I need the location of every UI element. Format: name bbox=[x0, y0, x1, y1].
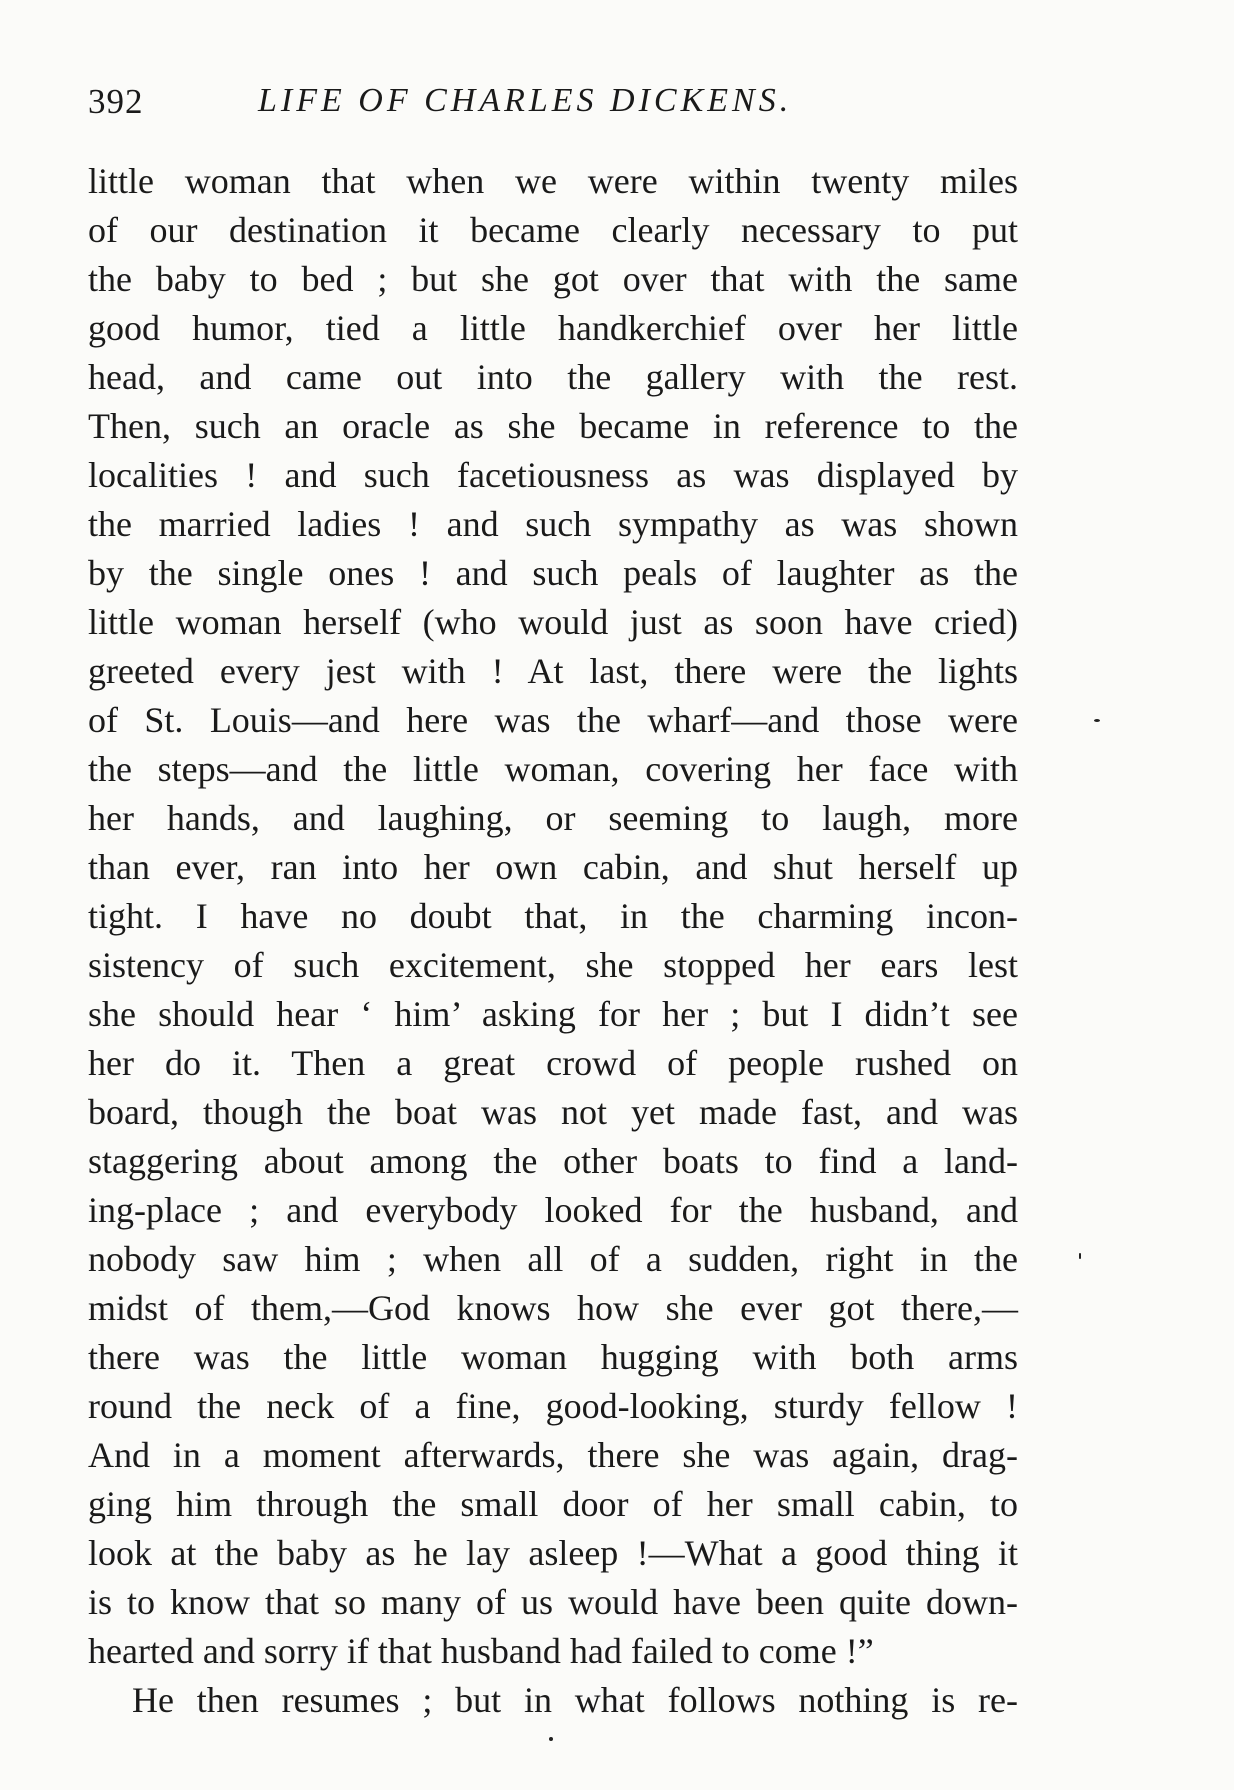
body-text bbox=[88, 157, 1018, 1725]
text-line: board, though the boat was not yet made fast, and was bbox=[88, 1092, 1018, 1132]
text-line: there was the little woman hugging with both arms bbox=[88, 1337, 1018, 1377]
text-line: Then, such an oracle as she became in reference to the bbox=[88, 406, 1018, 446]
text-line: little woman herself (who would just as soon have cried) bbox=[88, 602, 1018, 642]
text-line: round the neck of a fine, good-looking, sturdy fellow ! bbox=[88, 1386, 1018, 1426]
text-line: the married ladies ! and such sympathy as was shown bbox=[88, 504, 1018, 544]
text-line: of St. Louis—and here was the wharf—and those were bbox=[88, 700, 1018, 740]
text-line: ing-place ; and everybody looked for the husband, and bbox=[88, 1190, 1018, 1230]
text-line: of our destination it became clearly necessary to put bbox=[88, 210, 1018, 250]
paragraph-end-line: hearted and sorry if that husband had failed to come !” bbox=[88, 1631, 874, 1671]
print-speck bbox=[1094, 719, 1100, 722]
paragraph-start-line: He then resumes ; but in what follows nothing is re- bbox=[132, 1680, 1018, 1720]
text-line: than ever, ran into her own cabin, and shut herself up bbox=[88, 847, 1018, 887]
text-line: her hands, and laughing, or seeming to laugh, more bbox=[88, 798, 1018, 838]
text-line: by the single ones ! and such peals of laughter as the bbox=[88, 553, 1018, 593]
text-line: the baby to bed ; but she got over that with the same bbox=[88, 259, 1018, 299]
text-line: And in a moment afterwards, there she was again, drag- bbox=[88, 1435, 1018, 1475]
text-line: the steps—and the little woman, covering her face with bbox=[88, 749, 1018, 789]
text-line: is to know that so many of us would have been quite down- bbox=[88, 1582, 1018, 1622]
text-line: tight. I have no doubt that, in the charming incon- bbox=[88, 896, 1018, 936]
text-line: localities ! and such facetiousness as was displayed by bbox=[88, 455, 1018, 495]
text-line: head, and came out into the gallery with the rest. bbox=[88, 357, 1018, 397]
text-line: her do it. Then a great crowd of people rushed on bbox=[88, 1043, 1018, 1083]
print-speck bbox=[1079, 1253, 1081, 1259]
print-speck bbox=[549, 1737, 553, 1741]
page-number: 392 bbox=[88, 82, 144, 121]
text-line: greeted every jest with ! At last, there were the lights bbox=[88, 651, 1018, 691]
text-line: midst of them,—God knows how she ever got there,— bbox=[88, 1288, 1018, 1328]
text-line: ging him through the small door of her small cabin, to bbox=[88, 1484, 1018, 1524]
text-line: look at the baby as he lay asleep !—What a good thing it bbox=[88, 1533, 1018, 1573]
text-line: little woman that when we were within twenty miles bbox=[88, 161, 1018, 201]
text-line: she should hear ‘ him’ asking for her ; but I didn’t see bbox=[88, 994, 1018, 1034]
text-line: staggering about among the other boats to find a land- bbox=[88, 1141, 1018, 1181]
text-line: sistency of such excitement, she stopped her ears lest bbox=[88, 945, 1018, 985]
text-line: nobody saw him ; when all of a sudden, right in the bbox=[88, 1239, 1018, 1279]
text-line: good humor, tied a little handkerchief over her little bbox=[88, 308, 1018, 348]
running-title: LIFE OF CHARLES DICKENS. bbox=[258, 82, 793, 119]
page-header bbox=[88, 82, 1018, 132]
